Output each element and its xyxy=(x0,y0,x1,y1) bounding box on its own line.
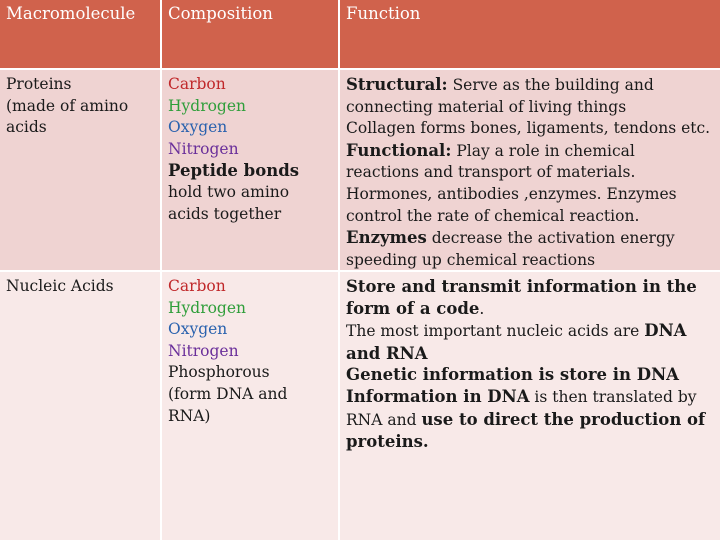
composition-note-line: acids together xyxy=(168,204,282,223)
element-carbon: Carbon xyxy=(168,75,226,93)
element-oxygen: Oxygen xyxy=(168,118,228,137)
function-line xyxy=(346,74,714,97)
function-text: . xyxy=(479,299,485,318)
element-hydrogen: Hydrogen xyxy=(168,96,247,115)
function-line: Genetic information is store in DNA xyxy=(346,365,679,385)
function-text: The most important nucleic acids are xyxy=(346,322,645,341)
nucleic-acids-composition-cell xyxy=(162,272,340,540)
function-bold-text: form of a code xyxy=(346,298,480,318)
header-macromolecule xyxy=(0,0,162,70)
function-line: reactions and transport of materials. xyxy=(346,163,636,182)
function-line: Collagen forms bones, ligaments, tendons etc. xyxy=(346,119,711,138)
function-text: is then translated by xyxy=(529,387,697,406)
nucleic-acids-function-cell xyxy=(340,272,720,540)
functional-text: Play a role in chemical xyxy=(451,141,635,160)
proteins-name-cell xyxy=(0,70,162,272)
structural-text: Serve as the building and xyxy=(447,76,654,94)
function-line xyxy=(346,320,714,343)
proteins-composition-cell xyxy=(162,70,340,272)
header-composition xyxy=(162,0,340,70)
header-function xyxy=(340,0,720,70)
function-bold-text: DNA xyxy=(644,321,687,341)
proteins-name-line: (made of amino xyxy=(6,96,129,115)
function-line: and RNA xyxy=(346,343,428,363)
enzymes-text: decrease the activation energy xyxy=(426,229,675,248)
proteins-name-line: acids xyxy=(6,118,47,137)
function-line: Store and transmit information in the xyxy=(346,277,697,296)
function-text: RNA and xyxy=(346,410,422,429)
function-line xyxy=(346,409,714,432)
proteins-function-cell xyxy=(340,70,720,272)
composition-note-line: (form DNA and xyxy=(168,384,288,403)
element-oxygen: Oxygen xyxy=(168,320,228,339)
function-line xyxy=(346,298,714,321)
composition-note-line: hold two amino xyxy=(168,182,290,201)
functional-label: Functional: xyxy=(346,140,452,160)
function-bold-text: Information in DNA xyxy=(346,386,530,406)
element-carbon: Carbon xyxy=(168,277,226,295)
proteins-name-line: Proteins xyxy=(6,75,72,93)
element-nitrogen: Nitrogen xyxy=(168,139,239,158)
header-composition-label: Composition xyxy=(168,4,273,23)
function-line: connecting material of living things xyxy=(346,97,627,116)
element-phosphorous: Phosphorous xyxy=(168,363,270,382)
nucleic-acids-name-line: Nucleic Acids xyxy=(6,277,114,295)
structural-label: Structural: xyxy=(346,75,448,94)
function-line: speeding up chemical reactions xyxy=(346,250,596,269)
function-bold-text: use to direct the production of xyxy=(421,409,706,429)
function-line xyxy=(346,227,714,250)
element-hydrogen: Hydrogen xyxy=(168,298,247,317)
function-line: control the rate of chemical reaction. xyxy=(346,206,640,225)
nucleic-acids-name-cell xyxy=(0,272,162,540)
element-nitrogen: Nitrogen xyxy=(168,341,239,360)
function-line xyxy=(346,140,714,163)
peptide-bonds-label: Peptide bonds xyxy=(168,161,300,181)
function-line: Hormones, antibodies ,enzymes. Enzymes xyxy=(346,184,677,203)
header-macromolecule-label: Macromolecule xyxy=(6,4,136,23)
function-line: proteins. xyxy=(346,432,429,452)
enzymes-label: Enzymes xyxy=(346,228,427,248)
function-line xyxy=(346,386,714,409)
header-function-label: Function xyxy=(346,4,421,23)
composition-note-line: RNA) xyxy=(168,406,211,425)
